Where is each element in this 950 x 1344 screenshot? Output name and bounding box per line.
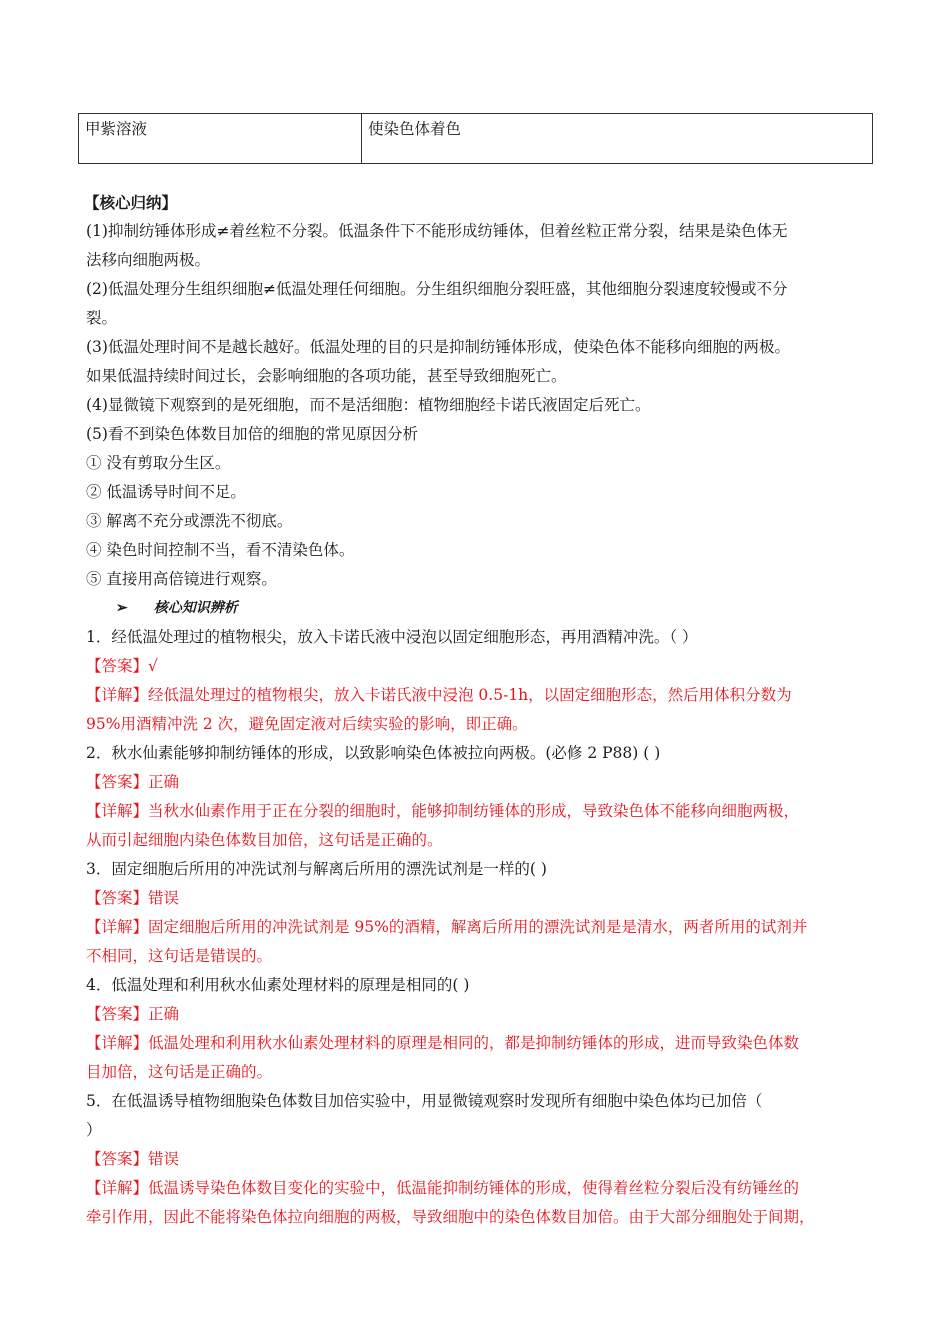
detail-line: 目加倍，这句话是正确的。 — [86, 1063, 273, 1081]
detail-line: 【详解】低温处理和利用秋水仙素处理材料的原理是相同的，都是抑制纺锤体的形成，进而导致染色体数 — [86, 1034, 800, 1052]
detail-line: 【详解】经低温处理过的植物根尖，放入卡诺氏液中浸泡 0.5-1h，以固定细胞形态，然后用体积分数为 — [86, 686, 792, 704]
detail-line: 牵引作用，因此不能将染色体拉向细胞的两极，导致细胞中的染色体数目加倍。由于大部分细胞处于间期， — [86, 1208, 815, 1226]
question-line: 1．经低温处理过的植物根尖，放入卡诺氏液中浸泡以固定细胞形态，再用酒精冲洗。（ ） — [86, 628, 698, 646]
analysis-heading — [86, 594, 866, 623]
summary-line: (1)抑制纺锤体形成≠着丝粒不分裂。低温条件下不能形成纺锤体，但着丝粒正常分裂，结果是染色体无 — [86, 222, 788, 240]
summary-line: (4)显微镜下观察到的是死细胞，而不是活细胞：植物细胞经卡诺氏液固定后死亡。 — [86, 396, 651, 414]
summary-line: (5)看不到染色体数目加倍的细胞的常见原因分析 — [86, 425, 418, 443]
document-body — [86, 188, 866, 1232]
detail-line: 95%用酒精冲洗 2 次，避免固定液对后续实验的影响，即正确。 — [86, 715, 528, 733]
detail-line: 不相同，这句话是错误的。 — [86, 947, 273, 965]
analysis-title: 核心知识辨析 — [153, 600, 238, 616]
question-line: 5．在低温诱导植物细胞染色体数目加倍实验中，用显微镜观察时发现所有细胞中染色体均已加倍（ — [86, 1092, 763, 1110]
summary-line: 法移向细胞两极。 — [86, 251, 211, 269]
detail-line: 【详解】低温诱导染色体数目变化的实验中，低温能抑制纺锤体的形成，使得着丝粒分裂后没有纺锤丝的 — [86, 1179, 800, 1197]
table-cell-reagent: 甲紫溶液 — [79, 114, 362, 164]
question-line: 4．低温处理和利用秋水仙素处理材料的原理是相同的( ) — [86, 976, 470, 994]
table-row — [79, 114, 873, 164]
answer-line: 【答案】正确 — [86, 773, 180, 791]
table-cell-purpose: 使染色体着色 — [362, 114, 873, 164]
summary-line: ④ 染色时间控制不当，看不清染色体。 — [86, 541, 355, 559]
arrow-icon: ➢ — [116, 600, 128, 616]
question-line: 3．固定细胞后所用的冲洗试剂与解离后所用的漂洗试剂是一样的( ) — [86, 860, 547, 878]
detail-line: 【详解】当秋水仙素作用于正在分裂的细胞时，能够抑制纺锤体的形成，导致染色体不能移向细胞两极， — [86, 802, 800, 820]
summary-line: (2)低温处理分生组织细胞≠低温处理任何细胞。分生组织细胞分裂旺盛，其他细胞分裂速度较慢或不分 — [86, 280, 788, 298]
answer-line: 【答案】正确 — [86, 1005, 180, 1023]
summary-line: (3)低温处理时间不是越长越好。低温处理的目的只是抑制纺锤体形成，使染色体不能移向细胞的两极。 — [86, 338, 790, 356]
reagent-table — [78, 113, 873, 164]
summary-line: ① 没有剪取分生区。 — [86, 454, 231, 472]
summary-line: ② 低温诱导时间不足。 — [86, 483, 246, 501]
answer-line: 【答案】错误 — [86, 889, 180, 907]
summary-line: ③ 解离不充分或漂洗不彻底。 — [86, 512, 293, 530]
summary-line: 如果低温持续时间过长，会影响细胞的各项功能，甚至导致细胞死亡。 — [86, 367, 567, 385]
detail-line: 从而引起细胞内染色体数目加倍，这句话是正确的。 — [86, 831, 443, 849]
summary-line: ⑤ 直接用高倍镜进行观察。 — [86, 570, 277, 588]
answer-line: 【答案】√ — [86, 657, 158, 675]
summary-line: 裂。 — [86, 309, 118, 327]
detail-line: 【详解】固定细胞后所用的冲洗试剂是 95%的酒精，解离后所用的漂洗试剂是是清水，两者所用的试剂并 — [86, 918, 808, 936]
question-line: ） — [86, 1121, 102, 1139]
summary-heading: 【核心归纳】 — [84, 193, 178, 212]
question-line: 2．秋水仙素能够抑制纺锤体的形成，以致影响染色体被拉向两极。(必修 2 P88) ( ) — [86, 744, 661, 762]
answer-line: 【答案】错误 — [86, 1150, 180, 1168]
